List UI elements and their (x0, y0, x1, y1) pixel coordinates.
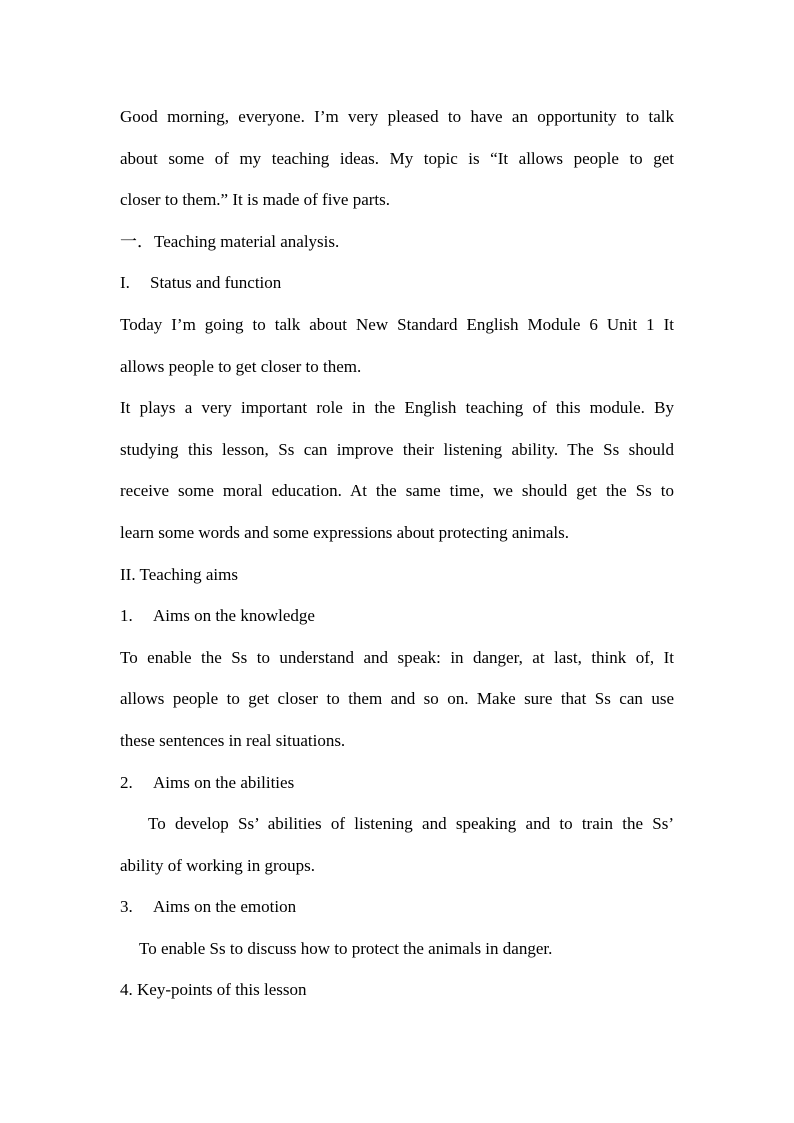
role-para-line-3: receive some moral education. At the same time, we should get the Ss to (120, 481, 674, 501)
aim1-para-line-2: allows people to get closer to them and so on. Make sure that Ss can use (120, 689, 674, 709)
status-para-line-2: allows people to get closer to them. (120, 356, 362, 376)
intro-line-2: about some of my teaching ideas. My topic is “It allows people to get (120, 148, 674, 168)
intro-line-1: Good morning, everyone. I’m very pleased to have an opportunity to talk (120, 107, 674, 126)
aim1-para-line-1: To enable the Ss to understand and speak: in danger, at last, think of, It (120, 647, 674, 667)
aim2-heading (120, 762, 674, 804)
keypoints-heading: 4. Key-points of this lesson (120, 980, 307, 1000)
intro-line-3: closer to them.” It is made of five parts. (120, 190, 391, 210)
aim2-para-line-1: To develop Ss’ abilities of listening and speaking and to train the Ss’ (148, 814, 674, 834)
aim3-number: 3. (120, 897, 133, 917)
aim3-label: Aims on the emotion (153, 897, 297, 917)
aim1-number: 1. (120, 606, 133, 626)
aim3-heading (120, 886, 674, 928)
section-one-heading: 一．Teaching material analysis. (120, 231, 340, 251)
aim1-para-line-3: these sentences in real situations. (120, 730, 346, 750)
status-heading (120, 262, 674, 304)
status-heading-number: I. (120, 273, 130, 293)
aim2-number: 2. (120, 772, 133, 792)
aim1-heading (120, 595, 674, 637)
aim1-label: Aims on the knowledge (153, 606, 315, 626)
aim2-label: Aims on the abilities (153, 772, 295, 792)
aims-heading: II. Teaching aims (120, 564, 238, 584)
aim3-para-line-1: To enable Ss to discuss how to protect the animals in danger. (139, 938, 553, 958)
role-para-line-2: studying this lesson, Ss can improve their listening ability. The Ss should (120, 439, 674, 459)
role-para-line-4: learn some words and some expressions about protecting animals. (120, 522, 569, 542)
status-heading-label: Status and function (150, 273, 282, 293)
status-para-line-1: Today I’m going to talk about New Standard English Module 6 Unit 1 It (120, 314, 674, 334)
aim2-para-line-2: ability of working in groups. (120, 855, 316, 875)
document-page (120, 96, 674, 1011)
role-para-line-1: It plays a very important role in the English teaching of this module. By (120, 398, 674, 418)
